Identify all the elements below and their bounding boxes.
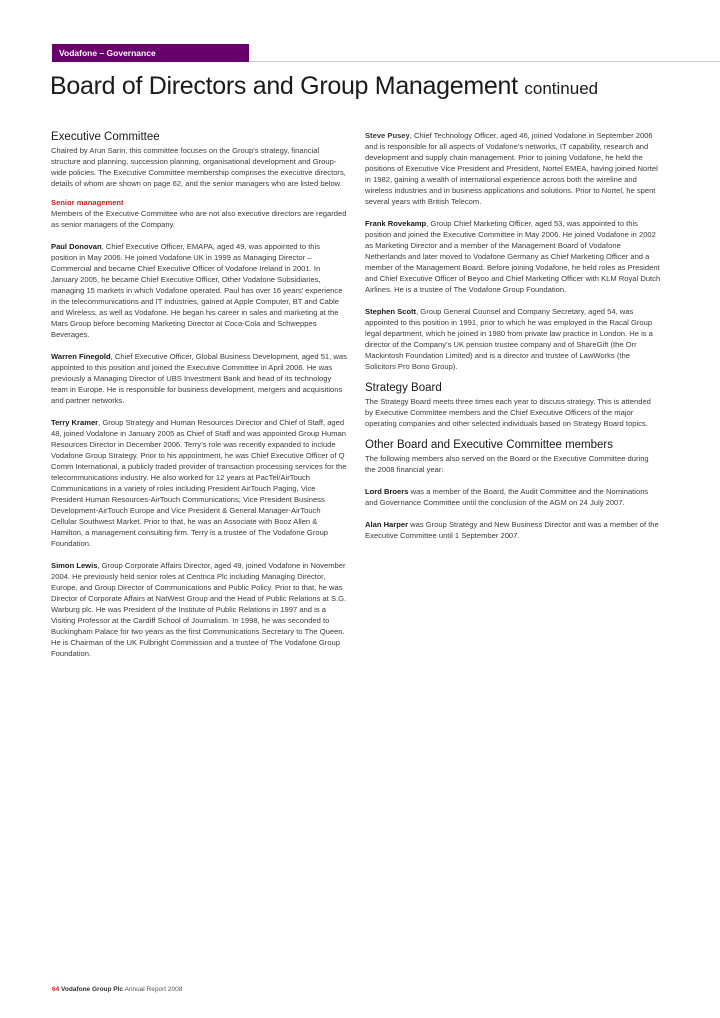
bio-text: , Chief Technology Officer, aged 46, joined Vodafone in September 2006 and is responsible for all aspects of Vodafone’s networks, IT capability, research and development and supply chain management. Prior to joining Vodafone, he held the positions of Executive Vice President and President, Nortel EMEA, having joined Nortel in 1982, gaining a wealth of international experience across both the wireline and wireless industries and in business applications and solutions. Prior to Nortel, he spent several years with British Telecom. [365,131,658,206]
bio-text: , Chief Executive Officer, Global Business Development, aged 51, was appointed to this position and joined the Executive Committee in April 2006. He was previously a Managing Director of UBS Investment Bank and head of its technology team in Europe. He is responsible for business development, mergers and acquisitions and partner networks. [51,352,347,405]
bio-lord-broers [365,486,661,508]
page-title-suffix: continued [524,79,599,98]
bio-name: Terry Kramer [51,418,99,427]
strategy-board-heading: Strategy Board [365,382,442,394]
bio-name: Paul Donovan [51,242,102,251]
bio-paul-donovan [51,241,347,340]
other-members-heading: Other Board and Executive Committee members [365,439,613,451]
bio-text: , Group Corporate Affairs Director, aged 49, joined Vodafone in November 2004. He previously held senior roles at Centrica Plc including Managing Director, Europe, and Group Director of Communications and Public Policy. Prior to that, he was Director of Corporate Affairs at NatWest Group and the Head of Public Relations at S.G. Warburg plc. He was President of the Institute of Public Relations in 1997 and is a Visiting Professor at the Cardiff School of Journalism. In 1998, he was seconded to Buckingham Palace for two years as the first Communications Secretary to The Queen. He is Chairman of the UK Fulbright Commission and a trustee of The Vodafone Group Foundation. [51,561,347,658]
bio-name: Stephen Scott [365,307,417,316]
senior-management-intro: Members of the Executive Committee who are not also executive directors are regarded as senior managers of the Company. [51,209,347,229]
bio-steve-pusey [365,130,661,207]
bio-text: , Chief Executive Officer, EMAPA, aged 49, was appointed to this position in May 2006. He joined Vodafone UK in 1999 as Managing Director – Commercial and became Chief Executive Officer of Vodafone Ireland in 2001. In January 2005, he became Chief Executive Officer, Other Vodafone Subsidiaries, managing 15 markets in which Vodafone operated. Paul has over 16 years’ experience in the telecommunications and IT industries, gained at Apple Computer, BT and Cable and Wireless, as well as Vodafone. He began his career in sales and marketing at the Mars Group before becoming Marketing Director at Coca-Cola and Schweppes Beverages. [51,242,343,339]
left-column [51,130,347,659]
bio-name: Alan Harper [365,520,409,529]
bio-simon-lewis [51,560,347,659]
bio-name: Steve Pusey [365,131,410,140]
page-footer [52,986,182,993]
bio-text: , Group Chief Marketing Officer, aged 53, was appointed to this position and joined the Executive Committee in May 2006. He joined Vodafone in 2002 as Marketing Director and a member of the Management Board of Vodafone Netherlands and later moved to Vodafone Germany as Chief Marketing Officer and a member of the Management Board. Before joining Vodafone, he held roles as President and Chief Executive Officer of Beyoo and Chief Marketing Officer with KLM Royal Dutch Airlines. He is a trustee of The Vodafone Group Foundation. [365,219,661,294]
bio-name: Frank Rovekamp [365,219,427,228]
bio-name: Simon Lewis [51,561,98,570]
footer-company: Vodafone Group Plc [61,986,124,993]
bio-name: Lord Broers [365,487,409,496]
bio-warren-finegold [51,351,347,406]
executive-committee-intro: Chaired by Arun Sarin, this committee focuses on the Group’s strategy, financial structure and planning, succession planning, organisational development and Group-wide policies. The Executive Committee membership comprises the executive directors, details of whom are shown on page 62, and the senior managers who are listed below. [51,146,346,188]
section-label: Vodafone – Governance [52,44,249,62]
footer-document: Annual Report 2008 [124,986,183,993]
senior-management-heading: Senior management [51,198,124,207]
page-title-text: Board of Directors and Group Management [50,72,518,100]
bio-text: , Group Strategy and Human Resources Director and Chief of Staff, aged 48, joined Vodafone in January 2005 as Chief of Staff and was appointed Group Human Resources Director in December 2006. Terry’s role was recently expanded to include Vodafone Group Strategy. Prior to his appointment, he was Chief Executive Officer of Q Comm International, a publicly traded provider of transaction processing services for the telecommunications industry. He also worked for 12 years at PacTel/AirTouch Communications in a variety of roles including President AirTouch Paging, Vice President Human Resources-AirTouch Communications, Vice President Business Development-AirTouch Europe and Vice President & General Manager-AirTouch Cellular Southwest Market. Prior to that, he was an Associate with Booz Allen & Hamilton, a management consulting firm. Terry is a trustee of The Vodafone Group Foundation. [51,418,347,548]
bio-text: was a member of the Board, the Audit Committee and the Nominations and Governance Committee until the conclusion of the AGM on 24 July 2007. [365,487,649,507]
bio-text: was Group Strategy and New Business Director and was a member of the Executive Committee until 1 September 2007. [365,520,659,540]
other-members-intro: The following members also served on the Board or the Executive Committee during the 2008 financial year: [365,454,649,474]
header-rule [249,61,720,62]
bio-terry-kramer [51,417,347,549]
executive-committee-heading: Executive Committee [51,131,160,143]
bio-frank-rovekamp [365,218,661,295]
bio-alan-harper [365,519,661,541]
right-column [365,130,661,541]
page-title [50,72,598,101]
page-number: 64 [52,986,60,993]
bio-text: , Group General Counsel and Company Secretary, aged 54, was appointed to this position in 1991, prior to which he was employed in the Racal Group legal department, which he joined in 1980 from private law practice in London. He is a director of the Company’s UK pension trustee company and of ShareGift (the Orr Mackintosh Foundation Limited) and is a director and trustee of LawWorks (the Solicitors Pro Bono Group). [365,307,653,371]
bio-stephen-scott [365,306,661,372]
bio-name: Warren Finegold [51,352,111,361]
strategy-board-text: The Strategy Board meets three times each year to discuss strategy. This is attended by Executive Committee members and the Chief Executive Officers of the major operating companies and other selected individuals based on Strategy Board topics. [365,397,651,428]
